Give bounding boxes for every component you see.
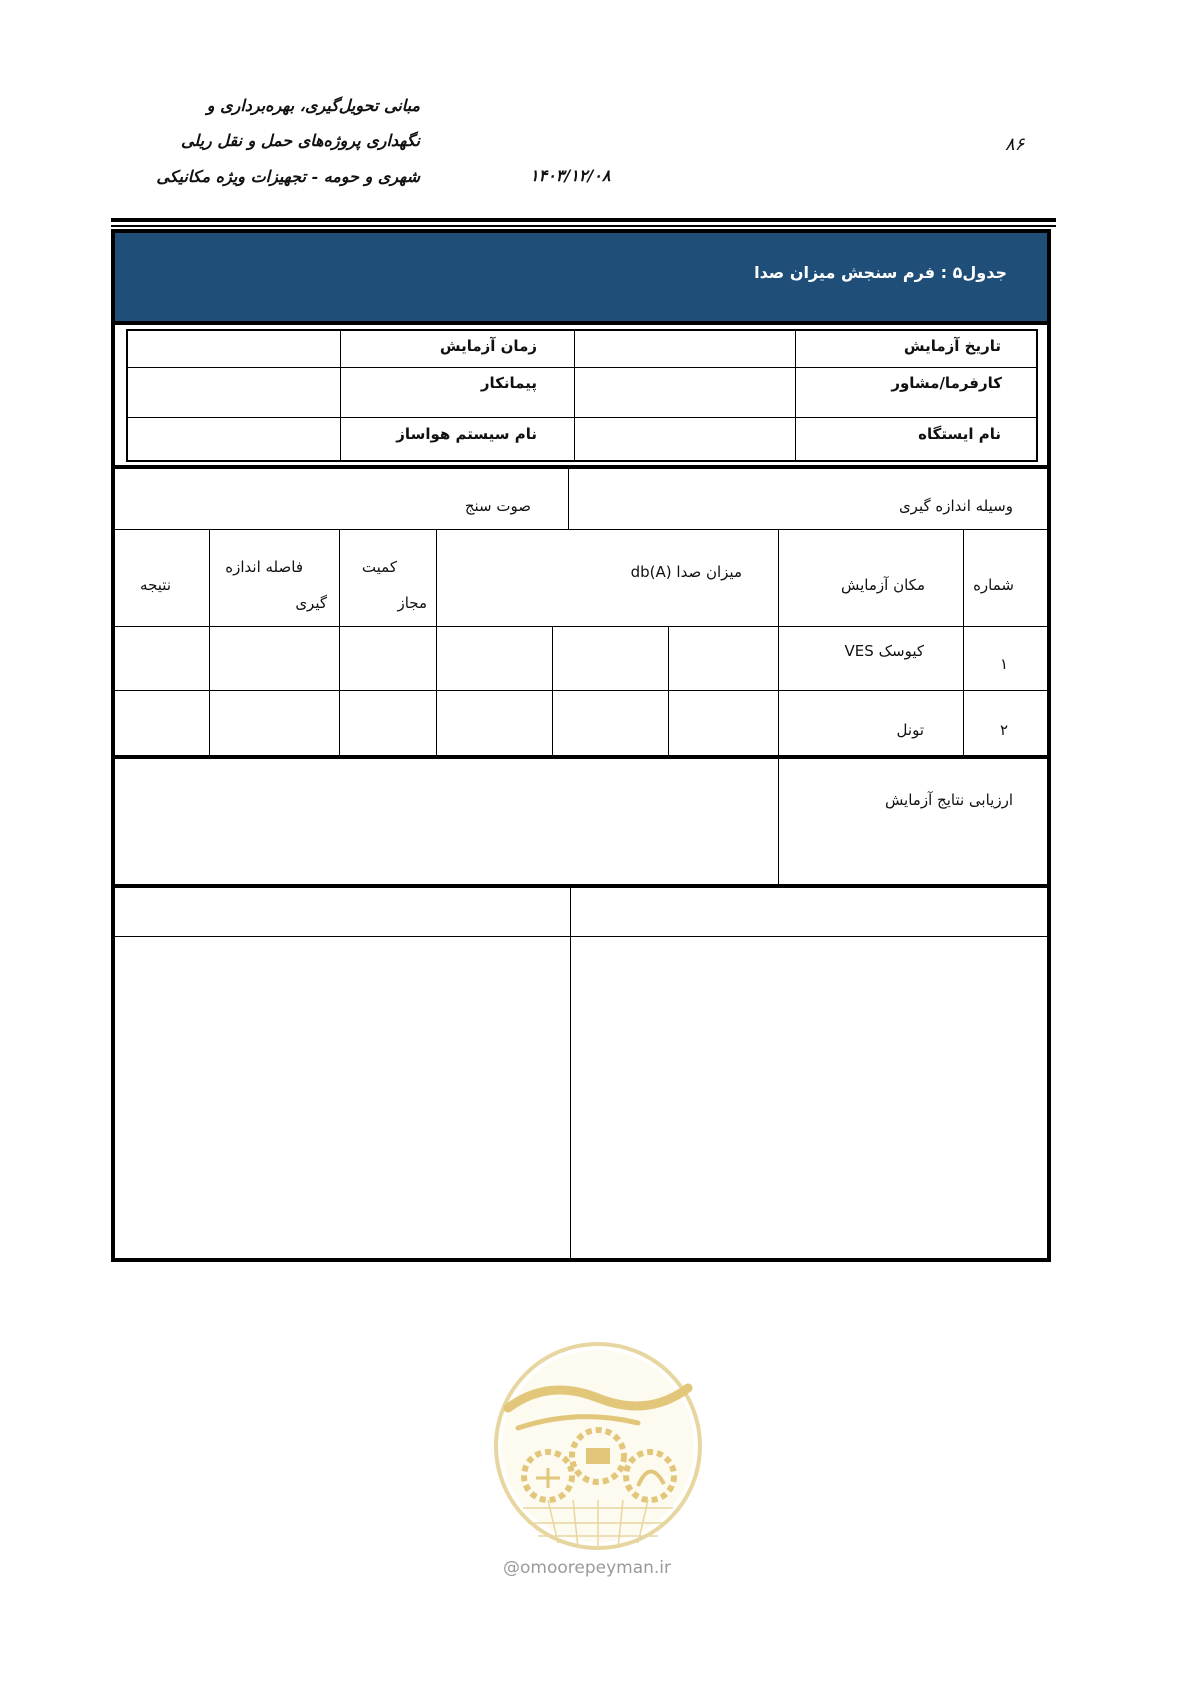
header-title-line-1: مبانی تحویل‌گیری، بهره‌برداری و bbox=[206, 96, 420, 115]
tbl-col-divider-number bbox=[963, 529, 964, 757]
tbl-col-divider-level bbox=[436, 529, 437, 757]
device-col-divider bbox=[568, 469, 569, 529]
logo-seal-icon bbox=[488, 1328, 708, 1568]
contractor-field[interactable] bbox=[128, 369, 339, 416]
col-header-distance-line1: فاصله اندازه bbox=[225, 558, 303, 576]
employer-label: کارفرما/مشاور bbox=[891, 374, 1002, 392]
header-rule-thick bbox=[111, 218, 1056, 222]
evaluation-bottom-rule bbox=[115, 884, 1047, 888]
col-header-number: شماره bbox=[973, 576, 1014, 594]
title-band-bottom-rule bbox=[115, 321, 1047, 325]
row-location: تونل bbox=[896, 721, 924, 739]
test-date-label: تاریخ آزمایش bbox=[903, 337, 1001, 355]
device-row-bottom-rule bbox=[115, 529, 1047, 530]
tbl-col-divider-location bbox=[778, 529, 779, 757]
page-number: ۸۶ bbox=[1005, 134, 1025, 155]
watermark-site: @omoorepeyman.ir bbox=[503, 1558, 672, 1578]
tbl-col-divider-level-a bbox=[668, 626, 669, 757]
info-col-divider-1 bbox=[340, 329, 341, 462]
device-value: صوت سنج bbox=[464, 497, 531, 515]
col-header-allowed-line1: کمیت bbox=[361, 558, 397, 576]
col-header-distance-line2: گیری bbox=[295, 594, 327, 612]
header-title-line-2: نگهداری پروژه‌های حمل و نقل ریلی bbox=[180, 131, 420, 150]
omoore-peyman-logo bbox=[488, 1328, 708, 1568]
info-col-divider-3 bbox=[795, 329, 796, 462]
info-row-divider-2 bbox=[126, 417, 1038, 418]
signature-header-rule bbox=[115, 936, 1047, 937]
col-header-result: نتیجه bbox=[140, 576, 171, 594]
signature-box-left[interactable] bbox=[116, 938, 569, 1256]
tbl-col-divider-level-b bbox=[552, 626, 553, 757]
evaluation-field[interactable] bbox=[117, 760, 777, 884]
evaluation-col-divider bbox=[778, 759, 779, 886]
document-header bbox=[120, 96, 420, 196]
info-grid-bottom-rule bbox=[115, 465, 1047, 469]
header-rule-thin bbox=[111, 225, 1056, 227]
test-time-label: زمان آزمایش bbox=[439, 337, 537, 355]
employer-field[interactable] bbox=[576, 369, 794, 416]
hvac-field[interactable] bbox=[128, 419, 339, 460]
test-time-field[interactable] bbox=[128, 330, 339, 366]
signature-box-right[interactable] bbox=[572, 938, 1046, 1256]
device-label: وسیله اندازه گیری bbox=[898, 497, 1013, 515]
row-location: کیوسک VES bbox=[844, 642, 924, 660]
form-title: جدول۵ : فرم سنجش میزان صدا bbox=[754, 263, 1007, 282]
header-title-line-3: شهری و حومه - تجهیزات ویژه مکانیکی bbox=[156, 167, 420, 186]
table-bottom-rule bbox=[115, 755, 1047, 759]
hvac-label: نام سیستم هواساز bbox=[396, 425, 537, 443]
info-row-divider-1 bbox=[126, 367, 1038, 368]
header-date: ۱۴۰۳/۱۲/۰۸ bbox=[530, 166, 611, 185]
info-col-divider-2 bbox=[574, 329, 575, 462]
evaluation-label: ارزیابی نتایج آزمایش bbox=[884, 791, 1013, 809]
test-date-field[interactable] bbox=[576, 330, 794, 366]
row-number: ۱ bbox=[999, 655, 1008, 673]
tbl-col-divider-allowed bbox=[339, 529, 340, 757]
col-header-allowed-line2: مجاز bbox=[397, 594, 427, 612]
col-header-location: مکان آزمایش bbox=[841, 576, 925, 594]
contractor-label: پیمانکار bbox=[480, 374, 537, 392]
tbl-col-divider-distance bbox=[209, 529, 210, 757]
table-row-divider bbox=[115, 690, 1047, 691]
station-label: نام ایستگاه bbox=[918, 425, 1001, 443]
col-header-level: میزان صدا db(A) bbox=[630, 563, 742, 581]
form-title-band bbox=[115, 233, 1047, 321]
table-header-bottom-rule bbox=[115, 626, 1047, 627]
signature-col-divider bbox=[570, 888, 571, 1258]
row-number: ۲ bbox=[999, 721, 1008, 739]
station-field[interactable] bbox=[576, 419, 794, 460]
